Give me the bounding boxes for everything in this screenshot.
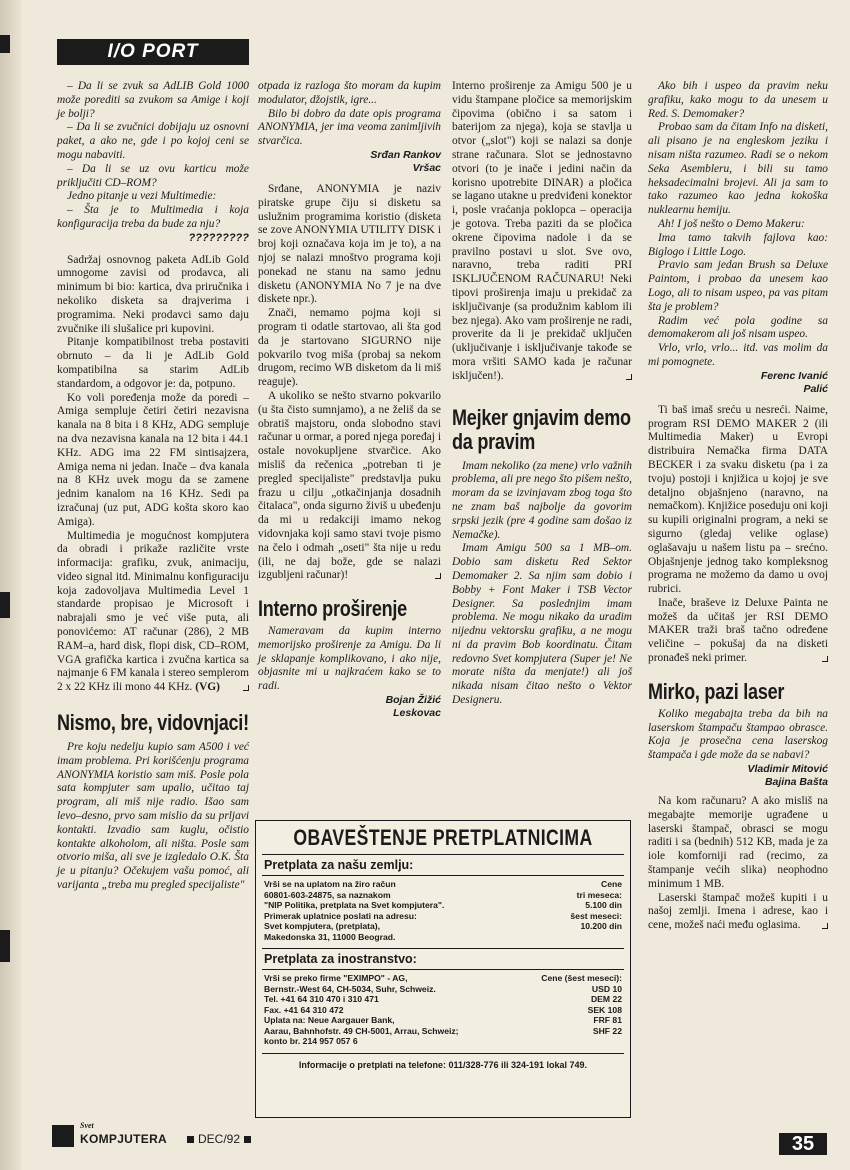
section-header: I/O PORT (57, 39, 249, 65)
letter-paragraph: Imam nekoliko (za mene) vrlo važnih problema, ali pre nego što pišem nešto, moram da se izvinjavam zbog toga što ne znam baš najbolje da govorim srpski jezik (pre 4 godine sam došao iz Nemačke). (452, 459, 632, 541)
domestic-line: Makedonska 31, 11000 Beograd. (264, 931, 396, 942)
signature-city: Palić (803, 382, 828, 395)
foreign-line: Tel. +41 64 310 470 i 310 471 (264, 994, 379, 1004)
end-mark (626, 374, 632, 380)
signature-city: Leskovac (393, 707, 441, 720)
signature-question-marks: ????????? (188, 231, 249, 244)
letter-paragraph: Pre koju nedelju kupio sam A500 i već imam problema. Pri korišćenju programa ANONYMIA koristio sam miš. Posle pola sata kompjuter sam upalio, učitao taj program, ali miš nije radio. Išao sam levo–desno, prvo sam mislio da su prljavi kontakti. Izvadio sam kuglu, očistio kontakte alkoholom, ali ništa. Posle sam otvorio miša, ali sve je izgledalo O.K. Šta je u pitanju? Očekujem vašu pomoć, ali varijanta „treba mu pregled specijaliste" (57, 741, 249, 892)
author-initials: (VG) (195, 681, 220, 694)
domestic-row (256, 911, 630, 922)
foreign-price: Cene (šest meseci): (541, 973, 622, 983)
letter-paragraph: Pravio sam jedan Brush sa Deluxe Paintom, i probao da unesem kao Logo, ali to nisam uspeo, pa vas pitam šta je problem? (648, 259, 828, 313)
domestic-price: Cene (600, 879, 622, 889)
article-heading: Nismo, bre, vidovnjaci! (57, 710, 249, 736)
answer-paragraph: Znači, nemamo pojma koji si program ti odatle startovao, ali šta god da je startovano SIGURNO nije pokvarilo tvog miša (probaj sa nekom drugom, recimo WB disketom da li miš reaguje). (258, 307, 441, 389)
divider (262, 1053, 624, 1054)
article-heading: Mirko, pazi laser (648, 678, 785, 704)
answer-paragraph (648, 892, 828, 933)
answer-text: Multimedia je mogućnost kompjutera da obradi i prikaže različite vrste informacija: grafiku, zvuk, animaciju, video signal itd. Minimalnu konfiguraciju koja zadovoljava Multimedia Level 1 standarde propisao je Microsoft i nabrajali smo je već više puta, ali ponovićemo: AT računar (286), 2 MB RAM–a, hard disk, flopi disk, CD–ROM, VGA grafička kartica i zvučna kartica sa najmanje 6 FM kanala i stereo semplerom 2 x 22 KHz ili mono 44 KHz. (57, 529, 249, 694)
foreign-row (256, 984, 630, 995)
domestic-price: 5.100 din (585, 900, 622, 910)
domestic-price: tri meseca: (576, 889, 622, 900)
page-spine (0, 0, 22, 1170)
letter-paragraph: Bilo bi dobro da date opis programa ANONYMIA, jer ima veoma zanimljivih stvarčica. (258, 107, 441, 148)
answer-paragraph: Pitanje kompatibilnost treba postaviti obrnuto – da li je AdLib Gold kompatibilna sa starim AdLib standardom, a odgovor je: da, potpuno. (57, 336, 249, 390)
foreign-price: SHF 22 (592, 1025, 622, 1036)
domestic-line: Vrši se na uplatom na žiro račun (264, 879, 396, 889)
column-4 (648, 80, 828, 933)
foreign-row (256, 994, 630, 1005)
answer-paragraph: Srđane, ANONYMIA je naziv piratske grupe čiju si disketu sa uslužnim programima koristio (disketa se zove ANONYMIA UTILITY DISK i broj koji označava koja im je to), a na njoj se nalazi mnoštvo programa koji ponekad ne stanu na samo jednu disketu (ANONYMIA No 7 je na dve diskete npr.). (258, 182, 441, 306)
signature-name: Srđan Rankov (370, 148, 441, 161)
article-heading: Interno proširenje (258, 596, 407, 622)
domestic-row (256, 890, 630, 901)
letter-paragraph: otpada iz razloga što moram da kupim modulator, džojstik, igre... (258, 80, 441, 106)
page-number: 35 (779, 1133, 827, 1155)
domestic-row (256, 879, 630, 890)
foreign-row (256, 1026, 630, 1037)
end-mark (435, 573, 441, 579)
answer-text: Laserski štampač možeš kupiti i u našoj zemlji. Imena i adrese, kao i cene, možeš naći među oglasima. (648, 891, 828, 932)
foreign-price: SEK 108 (587, 1004, 622, 1015)
foreign-line: konto br. 214 957 057 6 (264, 1036, 358, 1046)
letter-paragraph: Ima tamo takvih fajlova kao: Biglogo i Little Logo. (648, 231, 828, 258)
letter-question: – Šta je to Multimedia i koja konfiguracija treba da bude za nju? (57, 204, 249, 230)
spine-mark (0, 592, 10, 618)
column-3 (452, 80, 632, 708)
foreign-price: FRF 81 (593, 1015, 622, 1025)
bullet-square (244, 1136, 251, 1143)
answer-paragraph: Sadržaj osnovnog paketa AdLib Gold umnogome zavisi od prodavca, ali minimum bi bio: kartica, dva priručnika i nekoliko disketa sa drajverima i programima. Neki prodavci samo daju zvučnike ili slušalice pri kupovini. (57, 253, 249, 335)
divider (262, 875, 624, 876)
footer-issue (183, 1132, 255, 1146)
footer-logo-svet: Svet (80, 1121, 94, 1130)
letter-paragraph: Nameravam da kupim interno memorijsko proširenje za Amigu. Da li je sklapanje komplikovano, i ako nije, objasnite mi u najkraćem kako se to radi. (258, 625, 441, 693)
end-mark (822, 923, 828, 929)
letter-paragraph: Ah! I još nešto o Demo Makeru: (658, 217, 805, 230)
letter-paragraph: Ako bih i uspeo da pravim neku grafiku, kako mogu to da unesem u Red. S. Demomaker? (648, 80, 828, 120)
subscription-phone-info: Informacije o pretplati na telefone: 011/328-776 ili 324-191 lokal 749. (298, 1059, 588, 1070)
divider (262, 948, 624, 949)
letter-question: – Da li se zvučnici dobijaju uz osnovni paket, a ako ne, gde i po kojoj ceni se mogu nabaviti. (57, 121, 249, 161)
foreign-row (256, 1005, 630, 1016)
letter-paragraph: Koliko megabajta treba da bih na laserskom štampaču štampao obrasce. Koja je prosečna cena laserskog štampača i gde može da se nabavi? (648, 707, 828, 762)
letter-question: – Da li se uz ovu karticu može priključiti CD–ROM? (57, 162, 249, 189)
domestic-row (256, 921, 630, 932)
domestic-line: Svet kompjutera, (pretplata), (264, 921, 381, 931)
answer-paragraph (258, 390, 441, 583)
foreign-line: Aarau, Bahnhofstr. 49 CH-5001, Arrau, Schweiz; (264, 1025, 459, 1036)
answer-text: A ukoliko se nešto stvarno pokvarilo (u šta čisto sumnjamo), a ne želiš da se obratiš majstoru, onda slobodno stavi računar u ormar, a pored njega poređaj i ostale novokupljene stvarčice. Ako misliš da rečenica „potreban ti je pregled specijaliste" predstavlja puku frazu u cilju „otkačinjanja dosadnih čitalaca", onda sigurno živiš u ubeđenju da mi u redakciji imamo nekog vidovnjaka koji samo stavi tvoje pismo na čelo i odmah „oseti" šta nije u redu (ili, ne daj bože, gde se nalazi izgubljeni računar)! (258, 389, 441, 582)
foreign-price: USD 10 (591, 983, 622, 994)
footer-magazine-name: KOMPJUTERA (80, 1132, 168, 1146)
bullet-square (187, 1136, 194, 1143)
divider (262, 854, 624, 855)
spine-mark (0, 930, 10, 962)
answer-paragraph (648, 597, 828, 666)
domestic-line: 60801-603-24875, sa naznakom (264, 889, 391, 900)
domestic-line: "NIP Politika, pretplata na Svet kompjutera". (264, 900, 445, 910)
foreign-price: DEM 22 (590, 994, 622, 1004)
foreign-line: Vrši se preko firme "EXIMPO" - AG, (264, 973, 408, 983)
issue-date: DEC/92 (198, 1132, 241, 1146)
letter-paragraph: Vrlo, vrlo, vrlo... itd. vas molim da mi pomognete. (648, 342, 828, 368)
divider (262, 969, 624, 970)
answer-text: Inače, braševe iz Deluxe Painta ne možeš da učitaš jer RSI DEMO MAKER traži braš tačno određene veličine – pokušaj da na disketi pronađeš neki primer. (648, 596, 828, 665)
answer-paragraph (57, 530, 249, 696)
letter-paragraph: Probao sam da čitam Info na disketi, ali pisano je na engleskom jeziku i nisam ništa razumeo. Radi se o nekom Seka Asembleru, i bili su tamo heksadecimalni brojevi. Ali ja sam to tako razumeo kao jedna kokoška nuklearnu hemiju. (648, 121, 828, 217)
domestic-row (256, 900, 630, 911)
foreign-row (256, 1015, 630, 1026)
domestic-row (256, 932, 630, 943)
foreign-line: Fax. +41 64 310 472 (264, 1004, 344, 1015)
end-mark (822, 656, 828, 662)
foreign-line: Bernstr.-West 64, CH-5034, Suhr, Schweiz. (264, 983, 436, 994)
letter-question: Jedno pitanje u vezi Multimedie: (67, 190, 217, 203)
letter-paragraph: Imam Amigu 500 sa 1 MB–om. Dobio sam disketu Red Sektor Demomaker 2. Sa njim sam dobio i Bobby + Font Maker i TSB Vector Designer. Sa poslednjim imam problema. Ne mogu nikako da uradim nijednu vektorsku grafiku, a ne mogu ni da pravim Bob koordinatu. Čitam redovno Svet kompjutera (Super je! Ne morate ništa da menjate!) ali još nikada nisam čitao nešto o Vektor Designeru. (452, 542, 632, 707)
signature-name: Bojan Žižić (385, 694, 441, 707)
footer-logo-square (52, 1125, 74, 1147)
signature-city: Vršac (412, 161, 441, 174)
domestic-heading: Pretplata za našu zemlju: (264, 858, 414, 872)
domestic-line: Primerak uplatnice poslati na adresu: (264, 910, 417, 921)
column-2 (258, 80, 441, 720)
foreign-row (256, 973, 630, 984)
answer-text: Interno proširenje za Amigu 500 je u vidu štampane pločice sa memorijskim čipovima (obično i sa satom i baterijom za njega), koja se stavlja u otvor („slot") koji se nalazi sa donje strane računara. Slot se jednostavno otvori (to je inače i jedini način da korisno upotrebite DINAR) a pločica se lagano utakne u predviđeni konektor i, posle vraćanja poklopca – operacija je gotova. Treba paziti da se pločica okrene čipovima nadole i da se pravilno postavi u slot. Sve ovo, naravno, treba raditi PRI ISKLJUČENOM RAČUNARU! Neki tipovi proširenja imaju u prekidač za isključivanje (sa produžnim kablom ili bez njega). Ako vam proširenje ne radi, proverite da li je prekidač uključen (uključivanje i isključivanje takođe se mora vršiti SAMO kada je računar isključen!). (452, 80, 632, 382)
spine-mark (0, 35, 10, 53)
column-1 (57, 80, 249, 893)
letter-question: – Da li se zvuk sa AdLIB Gold 1000 može porediti sa zvukom sa Amige i koji je bolji? (57, 80, 249, 120)
answer-paragraph: Ti baš imaš sreću u nesreći. Naime, program RSI DEMO MAKER 2 (ili Multimedia Maker) u Evropi distribuira Nemačka firma DATA BECKER i za svaku disketu (pa i za tvoju) postoji i knjižica u kojoj je sve detaljno objašnjeno (naravno, na nemačkom). Knjižice poseduju oni koji su kupili originalni program, a neki se sigurno (gledaj velike oglase) oglašavaju u našem listu pa – srećno. Objašnjenje jednog tako kompleksnog programa ne možemo da damo u ovoj rubrici. (648, 403, 828, 596)
answer-paragraph: Ko voli poređenja može da poredi – Amiga sempluje četiri četiri nezavisna kanala na 8 bita i 8 KHz, ADG sempluje na dva nezavisna kanala na 12 bita i 44.1 KHz. ADG ima 22 FM sintisajzera, Amiga nema ni jedan. Inače – dva kanala na 8 KHz uvek mogu da se zamene jednim kanalom na 16 KHz. Sedi pa izračunaj (uz put, ADG košta skoro kao Amiga). (57, 391, 249, 528)
subscription-title: OBAVEŠTENJE PRETPLATNICIMA (293, 825, 593, 850)
foreign-line: Uplata na: Neue Aargauer Bank, (264, 1015, 395, 1025)
domestic-price: šest meseci: (570, 910, 622, 921)
foreign-heading: Pretplata za inostranstvo: (264, 952, 417, 966)
article-heading: Mejker gnjavim demo da pravim (452, 404, 631, 454)
signature-city: Bajina Bašta (764, 776, 828, 789)
end-mark (243, 685, 249, 691)
signature-name: Vladimir Mitović (747, 763, 828, 776)
answer-paragraph (452, 80, 632, 384)
letter-paragraph: Radim već pola godine sa demomakerom ali još nisam uspeo. (648, 314, 828, 341)
foreign-row (256, 1036, 630, 1047)
answer-paragraph: Na kom računaru? A ako misliš na megabajte memorije ugrađene u laserski štampač, obrasci se mogu raditi i sa (bednih) 512 KB, mada je za iole komforniji rad (recimo, za štampanje većih slika) neophodno minimum 1 MB. (648, 795, 828, 890)
subscription-notice-box (255, 820, 631, 1118)
domestic-price: 10.200 din (580, 921, 622, 931)
signature-name: Ferenc Ivanić (760, 369, 828, 382)
